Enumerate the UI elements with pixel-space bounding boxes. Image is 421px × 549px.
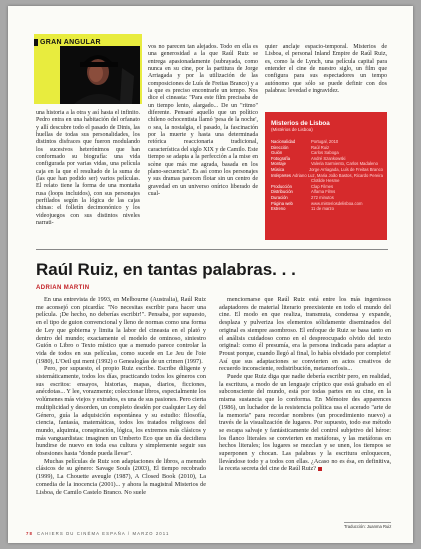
end-of-article-mark <box>318 467 322 471</box>
publication-info: CAHIERS DU CINÉMA ESPAÑA / MARZO 2011 <box>36 531 170 536</box>
review-text: una historia a la otra y así hasta el infinito. Pedro entra en una habitación del orfanato y allí descubre todo el pasado de Dinis, las huellas de todas sus personalidades, los distintos disfraces que fueron modulando los sucesivos heterónimos que han conformado su biografía: una vida configurada por varias vidas, una película caja en la que el resultado de la suma de (las que han podido ser) varios películas. El relato tiene la forma de una montaña rusa (loops incluidos), con sus personajes perfilados según la lógica de las cajas chinas: el folletín decimonónico y los videojuegos con sus distintos niveles narrati- <box>36 110 140 227</box>
article-paragraph: Muchas películas de Ruiz son adaptaciones de libros, a menudo clásicos de su género: Savage Souls (2003), El tiempo recobrado (1999), La Chouette aveugle (1987), A Closed Book (2010), La comedia de la inocencia (2001)... y ahora la magistral Misterios de Lisboa, de Camilo Castelo Branco. No suele <box>36 457 206 496</box>
credit-value: Carlos Saboga <box>311 150 339 156</box>
article-column-left <box>36 296 206 496</box>
section-marker <box>34 39 38 46</box>
film-credits-box <box>265 112 387 240</box>
credit-value: Clap Filmes <box>311 183 334 189</box>
article-paragraph: Puede que Ruiz diga que nadie debería escribir pero, en realidad, la escritura, a modo de un lenguaje críptico que está grabado en el subconsciente del mundo, está por todas partes en su cine, en la misma sustancia que lo conforma. En Mémoire des apparences (1986), un luchador de la resistencia política usa el acerado "arte de la memoria" para recordar nombres (un procedimiento nuevo) a través de la visualización de lugares. Por supuesto, todo ese método se escapa salvaje y fantásticamente del control subjetivo del héroe: los flanco literales se convierten en metáforas, y las metáforas en hechos literales; los lugares se mezclan y se unen, los tiempos se superponen y chocan. Las palabras y la escritura enloquecen, llevándose todo y a todos con ellas. ¿Acaso no es ésa, en definitiva, la receta secreta del cine de Raúl Ruiz? <box>219 373 391 473</box>
credits-list <box>271 139 383 212</box>
section-divider <box>36 249 388 250</box>
section-label: GRAN ANGULAR <box>40 39 101 46</box>
credit-key: Página web <box>271 200 293 206</box>
credit-value: Clotilde Hesme <box>311 178 340 184</box>
review-column-2 <box>148 44 258 198</box>
credit-key: Intérpretes <box>271 172 292 178</box>
credit-value: Raúl Ruiz <box>311 144 330 150</box>
credit-value: www.misteriosdelisboa.com <box>311 200 363 206</box>
section-header-box <box>34 34 142 104</box>
review-text: quier anclaje espacio-temporal. Misterios de Lisboa, el personal Inland Empire de Raúl Ruiz, es, como la de Lynch, una película capital para entender el cine de nuestro siglo, un film que configura para sus espectadores un tempo autónomo que sólo se puede definir con dos palabras: levedad e ingravidez. <box>265 44 387 95</box>
credit-value: Adriano Luz, Maria João Bastos, Ricardo Pereira <box>292 172 383 178</box>
credit-key: Duración <box>271 194 288 200</box>
film-title: Misterios de Lisboa <box>271 120 330 127</box>
credit-key: Producción <box>271 183 292 189</box>
credit-value: Portugal, 2010 <box>311 139 339 144</box>
article-paragraph: menciornarse que Raúl Ruiz está entre los más ingeniosos adaptadores de material literario preexistente en todo el mundo del cine. El modo en que realiza, transmuta, condensa y expande, desplaza y pulveriza los elementos sólidamente diseminados del original es siempre asombroso. El enfoque de Ruiz se basa tanto en el análisis cuidadoso como en el despreocupado olvido del texto original: como él presumía, era la persona indicada para adaptar a Proust porque, cuando llegó al final, lo había olvidado por completo! Así que sus adaptaciones se convierten en actos creativos de recuerdo inconsciente, redistribución, metamorfosis... <box>219 296 391 373</box>
credit-value: Alfama Films <box>311 189 336 195</box>
credit-value: 11 de marzo <box>311 206 334 212</box>
article-headline: Raúl Ruiz, en tantas palabras. . . <box>36 260 296 279</box>
article-column-right <box>219 296 391 473</box>
review-column-1 <box>36 110 140 228</box>
page-footer <box>26 531 169 536</box>
credit-key: Nacionalidad <box>271 139 296 144</box>
review-section <box>8 6 413 244</box>
article-paragraph: En una entrevista de 1993, en Melbourne (Australia), Raúl Ruiz me aconsejó con picardía: "No necesitas escribir para hacer una película. ¡De hecho, no deberías escribir!". Pensaba, por supuesto, en el tipo de guion convencional y lleno de normas como una forma de Ley que gobierna y limita la labor del cineasta en el plató y dentro del mundo; exactamente el modelo de ominoso, siniestro Guión o Libro o Texto místico que a menudo parece controlar la vida de todos en sus películas, como sucede en Le Jeu de l'oie (1980), L'Oeil qui ment (1992) o Genealogías de un crimen (1997). <box>36 296 206 365</box>
page-number: 78 <box>26 531 33 536</box>
film-original-title: (Mistérios de Lisboa) <box>271 127 313 132</box>
credit-key: Montaje <box>271 161 286 167</box>
credit-value: Valeria Sarmiento, Carlos Madaleno <box>311 161 378 167</box>
credit-value: 272 minutos <box>311 194 334 200</box>
article-byline: ADRIAN MARTIN <box>36 285 90 291</box>
credit-key: Guión <box>271 150 283 156</box>
director-portrait <box>60 46 140 104</box>
credit-row <box>271 206 383 212</box>
credit-value: Jorge Arriagada, Luís de Freitas Branco <box>308 166 383 172</box>
credit-key: Música <box>271 166 285 172</box>
credit-key: Fotografía <box>271 155 291 161</box>
review-text: vos no parecen tan alejados. Todo en ella es una generosidad a la que Raúl Ruiz se entrega apasionadamente (subrayada, como nunca en su cine, por la partitura de Jorge Arriagada y por la utilización de las composiciones de Luís de Freitas Branco) y a la que es preciso encontrarle un tempo. Nos dice el cineasta: "Para este film precisaba de un tiempo lento, alargado... De un "ritmo" diferente. Pensaré aquello que un político chileno ochocentista llamó 'pesa de la noche', o sea, la nostalgia, el pasado, la fascinación por la muerte y hasta una determinada retórica reaccionaria tradicional, característica del siglo XIX y de Camilo. Este tiempo se adapta a la perfección a la mise en scène que más me agrada, basada en los plano-secuencia". Es así como los personajes y sus dramas parecen flotar sin un centro de gravedad en un universo onírico liberado de cual- <box>148 44 258 197</box>
magazine-page <box>8 6 413 543</box>
credit-key: Estreno <box>271 206 286 212</box>
credit-key: Dirección <box>271 144 289 150</box>
translation-credit: Traducción: Juanma Ruiz <box>344 524 392 529</box>
article-paragraph: Pero, por supuesto, el propio Ruiz escribe. Escribe diligente y sistemáticamente, todos los días, practicando todos los géneros con sus escritos: ensayos, historias, mapas, diarios, ficciones, anécdotas... Y lee, vorazmente; coleccionar libros, especialmente los volúmenes más viejos y extraños, es una de sus pasiones. Pero cierta multiplicidad y desorden, un completo desdén por cualquier Ley del Género, guía la adquisición espontánea y su estudio: filosofía, ciencia, fantasía, matemáticas, todos los tratados religiosos del mundo, alquimia, conspiración, lógica, los extremos más clásicos y más vanguardistas: imaginen un Umberto Eco que un día decidiera hundirse de nuevo en toda esa cultura y simplemente seguir sus obsesiones hasta "donde pueda llevar". <box>36 365 206 458</box>
review-column-3 <box>265 44 387 95</box>
credit-key: Distribución <box>271 189 293 195</box>
credit-value: André Szankowski <box>311 155 346 161</box>
